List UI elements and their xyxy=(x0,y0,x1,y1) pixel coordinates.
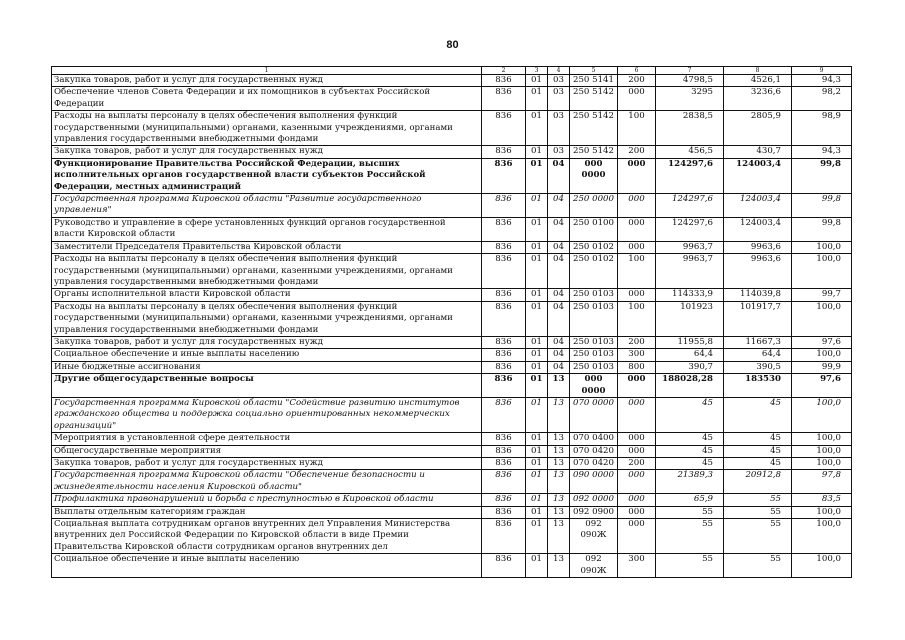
cell-subsection: 04 xyxy=(548,349,570,361)
cell-description: Государственная программа Кировской области "Развитие государственного управления" xyxy=(52,194,482,218)
cell-target-article: 092 0000 xyxy=(570,494,618,506)
cell-subsection: 04 xyxy=(548,301,570,336)
cell-expense-type: 000 xyxy=(618,506,656,518)
cell-admin-code: 836 xyxy=(482,458,526,470)
cell-target-article: 070 0420 xyxy=(570,445,618,457)
cell-expense-type: 000 xyxy=(618,158,656,193)
cell-subsection: 04 xyxy=(548,336,570,348)
cell-target-article: 250 5142 xyxy=(570,146,618,158)
cell-subsection: 13 xyxy=(548,445,570,457)
cell-section: 01 xyxy=(526,470,548,494)
cell-actual-amount: 45 xyxy=(724,458,792,470)
cell-description: Другие общегосударственные вопросы xyxy=(52,374,482,398)
cell-section: 01 xyxy=(526,458,548,470)
cell-expense-type: 000 xyxy=(618,374,656,398)
cell-target-article: 070 0400 xyxy=(570,433,618,445)
cell-section: 01 xyxy=(526,217,548,241)
cell-admin-code: 836 xyxy=(482,470,526,494)
cell-admin-code: 836 xyxy=(482,217,526,241)
table-row xyxy=(52,75,852,87)
cell-percent: 98,9 xyxy=(792,111,852,146)
cell-admin-code: 836 xyxy=(482,374,526,398)
cell-actual-amount: 45 xyxy=(724,397,792,432)
cell-expense-type: 100 xyxy=(618,301,656,336)
cell-plan-amount: 55 xyxy=(656,519,724,554)
cell-subsection: 04 xyxy=(548,217,570,241)
header-cell-percent: 9 xyxy=(792,67,852,75)
table-row xyxy=(52,458,852,470)
cell-plan-amount: 101923 xyxy=(656,301,724,336)
cell-section: 01 xyxy=(526,361,548,373)
table-header-row xyxy=(52,67,852,75)
cell-expense-type: 000 xyxy=(618,289,656,301)
header-cell-actual-amount: 8 xyxy=(724,67,792,75)
cell-admin-code: 836 xyxy=(482,146,526,158)
cell-plan-amount: 124297,6 xyxy=(656,158,724,193)
cell-percent: 100,0 xyxy=(792,506,852,518)
cell-target-article: 250 0000 xyxy=(570,194,618,218)
cell-actual-amount: 114039,8 xyxy=(724,289,792,301)
cell-subsection: 04 xyxy=(548,158,570,193)
cell-plan-amount: 45 xyxy=(656,445,724,457)
cell-section: 01 xyxy=(526,301,548,336)
cell-target-article: 250 0102 xyxy=(570,254,618,289)
cell-subsection: 13 xyxy=(548,519,570,554)
cell-expense-type: 000 xyxy=(618,87,656,111)
cell-description: Закупка товаров, работ и услуг для государственных нужд xyxy=(52,75,482,87)
cell-description: Функционирование Правительства Российской Федерации, высших исполнительных органов государственной власти субъектов Российской Федерации, местных администраций xyxy=(52,158,482,193)
cell-description: Закупка товаров, работ и услуг для государственных нужд xyxy=(52,336,482,348)
cell-section: 01 xyxy=(526,506,548,518)
cell-subsection: 04 xyxy=(548,241,570,253)
cell-subsection: 13 xyxy=(548,506,570,518)
cell-plan-amount: 124297,6 xyxy=(656,217,724,241)
cell-admin-code: 836 xyxy=(482,194,526,218)
cell-subsection: 03 xyxy=(548,111,570,146)
cell-expense-type: 000 xyxy=(618,217,656,241)
cell-section: 01 xyxy=(526,349,548,361)
table-row xyxy=(52,241,852,253)
cell-section: 01 xyxy=(526,554,548,578)
cell-description: Социальная выплата сотрудникам органов внутренних дел Управления Министерства внутренних дел Российской Федерации по Кировской области в виде Премии Правительства Кировской области сотрудникам органов внутренних дел xyxy=(52,519,482,554)
cell-expense-type: 300 xyxy=(618,554,656,578)
cell-subsection: 13 xyxy=(548,458,570,470)
cell-target-article: 092 090Ж xyxy=(570,519,618,554)
cell-section: 01 xyxy=(526,254,548,289)
cell-plan-amount: 114333,9 xyxy=(656,289,724,301)
cell-expense-type: 200 xyxy=(618,146,656,158)
cell-admin-code: 836 xyxy=(482,506,526,518)
cell-actual-amount: 390,5 xyxy=(724,361,792,373)
cell-expense-type: 200 xyxy=(618,75,656,87)
cell-admin-code: 836 xyxy=(482,241,526,253)
cell-percent: 100,0 xyxy=(792,554,852,578)
cell-actual-amount: 3236,6 xyxy=(724,87,792,111)
cell-expense-type: 100 xyxy=(618,111,656,146)
cell-subsection: 04 xyxy=(548,361,570,373)
header-cell-expense-type: 6 xyxy=(618,67,656,75)
cell-percent: 99,8 xyxy=(792,158,852,193)
cell-percent: 83,5 xyxy=(792,494,852,506)
page-number: 80 xyxy=(446,39,459,51)
cell-percent: 97,6 xyxy=(792,374,852,398)
cell-expense-type: 800 xyxy=(618,361,656,373)
cell-section: 01 xyxy=(526,433,548,445)
cell-expense-type: 000 xyxy=(618,470,656,494)
cell-subsection: 03 xyxy=(548,87,570,111)
cell-plan-amount: 9963,7 xyxy=(656,254,724,289)
header-cell-section: 3 xyxy=(526,67,548,75)
cell-subsection: 04 xyxy=(548,289,570,301)
cell-plan-amount: 390,7 xyxy=(656,361,724,373)
table-row xyxy=(52,494,852,506)
table-row xyxy=(52,111,852,146)
cell-description: Обеспечение членов Совета Федерации и их помощников в субъектах Российской Федерации xyxy=(52,87,482,111)
cell-target-article: 092 0900 xyxy=(570,506,618,518)
cell-actual-amount: 183530 xyxy=(724,374,792,398)
cell-subsection: 13 xyxy=(548,494,570,506)
cell-admin-code: 836 xyxy=(482,301,526,336)
table-row xyxy=(52,506,852,518)
cell-admin-code: 836 xyxy=(482,519,526,554)
cell-section: 01 xyxy=(526,374,548,398)
cell-percent: 100,0 xyxy=(792,458,852,470)
cell-target-article: 000 0000 xyxy=(570,374,618,398)
cell-description: Расходы на выплаты персоналу в целях обеспечения выполнения функций государственными (муниципальными) органами, казенными учреждениями, органами управления государственными внебюджетными фондами xyxy=(52,301,482,336)
cell-admin-code: 836 xyxy=(482,111,526,146)
cell-description: Выплаты отдельным категориям граждан xyxy=(52,506,482,518)
cell-plan-amount: 188028,28 xyxy=(656,374,724,398)
cell-plan-amount: 64,4 xyxy=(656,349,724,361)
cell-actual-amount: 55 xyxy=(724,506,792,518)
cell-description: Государственная программа Кировской области "Содействие развитию институтов гражданского общества и поддержка социально ориентированных некоммерческих организаций" xyxy=(52,397,482,432)
cell-percent: 100,0 xyxy=(792,254,852,289)
table-row xyxy=(52,301,852,336)
cell-actual-amount: 9963,6 xyxy=(724,254,792,289)
table-row xyxy=(52,217,852,241)
cell-target-article: 250 0103 xyxy=(570,289,618,301)
cell-plan-amount: 45 xyxy=(656,433,724,445)
cell-description: Закупка товаров, работ и услуг для государственных нужд xyxy=(52,458,482,470)
cell-section: 01 xyxy=(526,494,548,506)
cell-admin-code: 836 xyxy=(482,397,526,432)
cell-percent: 97,8 xyxy=(792,470,852,494)
cell-admin-code: 836 xyxy=(482,433,526,445)
cell-actual-amount: 64,4 xyxy=(724,349,792,361)
cell-expense-type: 100 xyxy=(618,254,656,289)
cell-description: Социальное обеспечение и иные выплаты населению xyxy=(52,349,482,361)
table-row xyxy=(52,519,852,554)
cell-actual-amount: 55 xyxy=(724,494,792,506)
cell-section: 01 xyxy=(526,397,548,432)
cell-actual-amount: 124003,4 xyxy=(724,194,792,218)
cell-description: Закупка товаров, работ и услуг для государственных нужд xyxy=(52,146,482,158)
cell-actual-amount: 45 xyxy=(724,445,792,457)
cell-actual-amount: 20912,8 xyxy=(724,470,792,494)
table-row xyxy=(52,194,852,218)
cell-plan-amount: 11955,8 xyxy=(656,336,724,348)
cell-admin-code: 836 xyxy=(482,336,526,348)
cell-percent: 94,3 xyxy=(792,146,852,158)
cell-plan-amount: 45 xyxy=(656,397,724,432)
cell-target-article: 250 0103 xyxy=(570,349,618,361)
cell-percent: 100,0 xyxy=(792,519,852,554)
cell-section: 01 xyxy=(526,194,548,218)
cell-section: 01 xyxy=(526,87,548,111)
cell-actual-amount: 55 xyxy=(724,519,792,554)
cell-actual-amount: 55 xyxy=(724,554,792,578)
cell-expense-type: 000 xyxy=(618,519,656,554)
table-row xyxy=(52,470,852,494)
cell-plan-amount: 45 xyxy=(656,458,724,470)
cell-section: 01 xyxy=(526,146,548,158)
cell-target-article: 250 5142 xyxy=(570,111,618,146)
cell-actual-amount: 4526,1 xyxy=(724,75,792,87)
cell-target-article: 000 0000 xyxy=(570,158,618,193)
cell-subsection: 13 xyxy=(548,554,570,578)
cell-actual-amount: 9963,6 xyxy=(724,241,792,253)
cell-description: Социальное обеспечение и иные выплаты населению xyxy=(52,554,482,578)
cell-percent: 100,0 xyxy=(792,433,852,445)
cell-percent: 100,0 xyxy=(792,397,852,432)
table-row xyxy=(52,433,852,445)
budget-table xyxy=(51,66,852,578)
cell-description: Руководство и управление в сфере установленных функций органов государственной власти Кировской области xyxy=(52,217,482,241)
cell-description: Государственная программа Кировской области "Обеспечение безопасности и жизнедеятельности населения Кировской области" xyxy=(52,470,482,494)
cell-percent: 99,7 xyxy=(792,289,852,301)
cell-expense-type: 000 xyxy=(618,433,656,445)
cell-target-article: 250 0103 xyxy=(570,301,618,336)
cell-admin-code: 836 xyxy=(482,158,526,193)
cell-percent: 97,6 xyxy=(792,336,852,348)
cell-description: Заместители Председателя Правительства Кировской области xyxy=(52,241,482,253)
table-row xyxy=(52,554,852,578)
cell-admin-code: 836 xyxy=(482,554,526,578)
cell-target-article: 250 0102 xyxy=(570,241,618,253)
cell-expense-type: 000 xyxy=(618,494,656,506)
cell-description: Иные бюджетные ассигнования xyxy=(52,361,482,373)
table-row xyxy=(52,445,852,457)
cell-plan-amount: 21389,3 xyxy=(656,470,724,494)
table-row xyxy=(52,87,852,111)
cell-actual-amount: 430,7 xyxy=(724,146,792,158)
cell-plan-amount: 2838,5 xyxy=(656,111,724,146)
table-row xyxy=(52,146,852,158)
cell-expense-type: 000 xyxy=(618,445,656,457)
cell-target-article: 070 0420 xyxy=(570,458,618,470)
table-row xyxy=(52,158,852,193)
header-cell-target-article: 5 xyxy=(570,67,618,75)
cell-actual-amount: 124003,4 xyxy=(724,158,792,193)
cell-percent: 100,0 xyxy=(792,445,852,457)
cell-plan-amount: 124297,6 xyxy=(656,194,724,218)
cell-admin-code: 836 xyxy=(482,75,526,87)
cell-target-article: 250 5141 xyxy=(570,75,618,87)
table-row xyxy=(52,289,852,301)
cell-percent: 100,0 xyxy=(792,349,852,361)
cell-subsection: 04 xyxy=(548,254,570,289)
cell-admin-code: 836 xyxy=(482,494,526,506)
cell-target-article: 070 0000 xyxy=(570,397,618,432)
cell-expense-type: 300 xyxy=(618,349,656,361)
table-row xyxy=(52,254,852,289)
header-cell-description: 1 xyxy=(52,67,482,75)
cell-percent: 99,8 xyxy=(792,194,852,218)
header-cell-admin-code: 2 xyxy=(482,67,526,75)
cell-plan-amount: 456,5 xyxy=(656,146,724,158)
cell-section: 01 xyxy=(526,445,548,457)
cell-plan-amount: 3295 xyxy=(656,87,724,111)
cell-plan-amount: 55 xyxy=(656,554,724,578)
cell-description: Расходы на выплаты персоналу в целях обеспечения выполнения функций государственными (муниципальными) органами, казенными учреждениями, органами управления государственными внебюджетными фондами xyxy=(52,254,482,289)
cell-description: Органы исполнительной власти Кировской области xyxy=(52,289,482,301)
cell-actual-amount: 101917,7 xyxy=(724,301,792,336)
cell-section: 01 xyxy=(526,158,548,193)
cell-admin-code: 836 xyxy=(482,289,526,301)
cell-section: 01 xyxy=(526,241,548,253)
cell-plan-amount: 65,9 xyxy=(656,494,724,506)
cell-description: Профилактика правонарушений и борьба с преступностью в Кировской области xyxy=(52,494,482,506)
cell-admin-code: 836 xyxy=(482,445,526,457)
cell-admin-code: 836 xyxy=(482,349,526,361)
cell-description: Расходы на выплаты персоналу в целях обеспечения выполнения функций государственными (муниципальными) органами, казенными учреждениями, органами управления государственными внебюджетными фондами xyxy=(52,111,482,146)
cell-section: 01 xyxy=(526,289,548,301)
cell-plan-amount: 9963,7 xyxy=(656,241,724,253)
cell-percent: 99,8 xyxy=(792,217,852,241)
cell-target-article: 090 0000 xyxy=(570,470,618,494)
cell-expense-type: 200 xyxy=(618,458,656,470)
cell-admin-code: 836 xyxy=(482,361,526,373)
cell-subsection: 13 xyxy=(548,397,570,432)
cell-actual-amount: 124003,4 xyxy=(724,217,792,241)
cell-subsection: 13 xyxy=(548,374,570,398)
cell-section: 01 xyxy=(526,336,548,348)
cell-plan-amount: 4798,5 xyxy=(656,75,724,87)
cell-expense-type: 000 xyxy=(618,194,656,218)
cell-percent: 98,2 xyxy=(792,87,852,111)
table-row xyxy=(52,336,852,348)
table-row xyxy=(52,397,852,432)
cell-section: 01 xyxy=(526,519,548,554)
cell-admin-code: 836 xyxy=(482,254,526,289)
cell-subsection: 03 xyxy=(548,75,570,87)
cell-percent: 94,3 xyxy=(792,75,852,87)
header-cell-plan-amount: 7 xyxy=(656,67,724,75)
cell-admin-code: 836 xyxy=(482,87,526,111)
cell-actual-amount: 2805,9 xyxy=(724,111,792,146)
cell-actual-amount: 45 xyxy=(724,433,792,445)
cell-target-article: 250 0103 xyxy=(570,361,618,373)
cell-section: 01 xyxy=(526,75,548,87)
cell-expense-type: 000 xyxy=(618,397,656,432)
cell-actual-amount: 11667,3 xyxy=(724,336,792,348)
cell-target-article: 250 0103 xyxy=(570,336,618,348)
cell-description: Мероприятия в установленной сфере деятельности xyxy=(52,433,482,445)
table-row xyxy=(52,349,852,361)
cell-target-article: 250 0100 xyxy=(570,217,618,241)
cell-plan-amount: 55 xyxy=(656,506,724,518)
cell-target-article: 092 090Ж xyxy=(570,554,618,578)
cell-percent: 100,0 xyxy=(792,241,852,253)
cell-subsection: 13 xyxy=(548,433,570,445)
cell-section: 01 xyxy=(526,111,548,146)
cell-target-article: 250 5142 xyxy=(570,87,618,111)
cell-subsection: 13 xyxy=(548,470,570,494)
table-row xyxy=(52,374,852,398)
cell-percent: 100,0 xyxy=(792,301,852,336)
cell-expense-type: 200 xyxy=(618,336,656,348)
cell-expense-type: 000 xyxy=(618,241,656,253)
header-cell-subsection: 4 xyxy=(548,67,570,75)
cell-subsection: 04 xyxy=(548,194,570,218)
cell-description: Общегосударственные мероприятия xyxy=(52,445,482,457)
table-row xyxy=(52,361,852,373)
cell-percent: 99,9 xyxy=(792,361,852,373)
cell-subsection: 03 xyxy=(548,146,570,158)
